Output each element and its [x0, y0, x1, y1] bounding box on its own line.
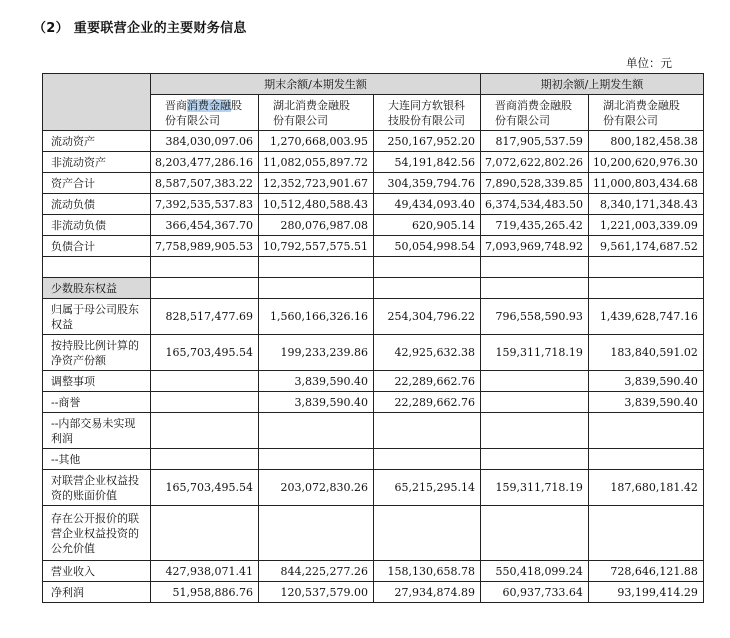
row-label: 按持股比例计算的净资产份额	[43, 335, 151, 371]
value-cell: 250,167,952.20	[373, 131, 480, 152]
group-header-current: 期末余额/本期发生额	[151, 74, 481, 95]
group-header-prior: 期初余额/上期发生额	[480, 74, 703, 95]
row-label: 流动负债	[43, 194, 151, 215]
value-cell	[151, 506, 259, 561]
value-cell	[588, 278, 703, 299]
row-label: 流动资产	[43, 131, 151, 152]
company-name-part: 晋商消费金融股	[494, 98, 572, 112]
value-cell	[588, 257, 703, 278]
row-label: 营业收入	[43, 561, 151, 582]
value-cell: 50,054,998.54	[373, 236, 480, 257]
value-cell	[373, 257, 480, 278]
section-title: （2） 重要联营企业的主要财务信息	[33, 21, 247, 36]
value-cell: 22,289,662.76	[373, 371, 480, 392]
value-cell: 11,000,803,434.68	[588, 173, 703, 194]
value-cell: 22,289,662.76	[373, 392, 480, 413]
value-cell: 7,093,969,748.92	[480, 236, 588, 257]
value-cell: 304,359,794.76	[373, 173, 480, 194]
value-cell	[480, 449, 588, 470]
value-cell: 719,435,265.42	[480, 215, 588, 236]
value-cell: 10,512,480,588.43	[259, 194, 374, 215]
company-header	[588, 95, 703, 131]
company-header	[151, 95, 259, 131]
value-cell: 7,890,528,339.85	[480, 173, 588, 194]
row-label: 归属于母公司股东权益	[43, 299, 151, 335]
value-cell	[151, 413, 259, 449]
value-cell: 9,561,174,687.52	[588, 236, 703, 257]
value-cell: 384,030,097.06	[151, 131, 259, 152]
value-cell: 427,938,071.41	[151, 561, 259, 582]
value-cell	[373, 278, 480, 299]
company-name-part: 技股份有限公司	[387, 113, 465, 127]
highlighted-text: 消费金融	[187, 98, 231, 112]
value-cell: 1,221,003,339.09	[588, 215, 703, 236]
value-cell: 8,203,477,286.16	[151, 152, 259, 173]
table-row	[43, 582, 704, 603]
value-cell: 844,225,277.26	[259, 561, 374, 582]
value-cell: 550,418,099.24	[480, 561, 588, 582]
value-cell	[588, 449, 703, 470]
value-cell: 620,905.14	[373, 215, 480, 236]
value-cell: 42,925,632.38	[373, 335, 480, 371]
company-name-part: 湖北消费金融股	[273, 98, 350, 112]
table-row	[43, 299, 704, 335]
row-label: 存在公开报价的联营企业权益投资的公允价值	[43, 506, 151, 561]
value-cell: 254,304,796.22	[373, 299, 480, 335]
value-cell: 728,646,121.88	[588, 561, 703, 582]
value-cell: 159,311,718.19	[480, 470, 588, 506]
value-cell	[480, 257, 588, 278]
value-cell: 3,839,590.40	[259, 392, 374, 413]
value-cell	[480, 506, 588, 561]
row-label: --商誉	[43, 392, 151, 413]
company-header	[259, 95, 374, 131]
value-cell	[259, 413, 374, 449]
company-name-part: 份有限公司	[494, 113, 550, 127]
table-row	[43, 131, 704, 152]
row-label: --内部交易未实现利润	[43, 413, 151, 449]
row-label: 对联营企业权益投资的账面价值	[43, 470, 151, 506]
value-cell	[373, 413, 480, 449]
value-cell	[151, 449, 259, 470]
value-cell: 12,352,723,901.67	[259, 173, 374, 194]
row-label: 调整事项	[43, 371, 151, 392]
unit-label: 单位：元	[626, 56, 672, 70]
table-row	[43, 449, 704, 470]
value-cell: 158,130,658.78	[373, 561, 480, 582]
value-cell	[480, 413, 588, 449]
value-cell: 183,840,591.02	[588, 335, 703, 371]
value-cell: 366,454,367.70	[151, 215, 259, 236]
value-cell: 280,076,987.08	[259, 215, 374, 236]
financial-info-table	[42, 73, 704, 603]
value-cell	[588, 506, 703, 561]
table-row	[43, 371, 704, 392]
value-cell	[259, 257, 374, 278]
value-cell: 60,937,733.64	[480, 582, 588, 603]
company-name-part: 大连同方软银科	[387, 98, 465, 112]
value-cell: 49,434,093.40	[373, 194, 480, 215]
value-cell	[259, 278, 374, 299]
value-cell: 800,182,458.38	[588, 131, 703, 152]
value-cell: 54,191,842.56	[373, 152, 480, 173]
value-cell: 27,934,874.89	[373, 582, 480, 603]
value-cell: 51,958,886.76	[151, 582, 259, 603]
row-label: 净利润	[43, 582, 151, 603]
value-cell	[151, 371, 259, 392]
value-cell: 3,839,590.40	[588, 371, 703, 392]
value-cell: 817,905,537.59	[480, 131, 588, 152]
row-label: 少数股东权益	[43, 278, 151, 299]
value-cell	[151, 257, 259, 278]
value-cell: 199,233,239.86	[259, 335, 374, 371]
value-cell	[259, 449, 374, 470]
value-cell	[151, 392, 259, 413]
value-cell	[151, 278, 259, 299]
value-cell: 1,439,628,747.16	[588, 299, 703, 335]
value-cell	[588, 413, 703, 449]
company-name-part: 晋商	[165, 98, 187, 112]
value-cell: 7,758,989,905.53	[151, 236, 259, 257]
company-header	[373, 95, 480, 131]
table-row	[43, 470, 704, 506]
table-row	[43, 257, 704, 278]
value-cell: 187,680,181.42	[588, 470, 703, 506]
value-cell: 796,558,590.93	[480, 299, 588, 335]
value-cell: 1,560,166,326.16	[259, 299, 374, 335]
company-name-part: 湖北消费金融股	[602, 98, 680, 112]
header-blank-cell	[43, 74, 151, 131]
value-cell: 7,072,622,802.26	[480, 152, 588, 173]
value-cell: 159,311,718.19	[480, 335, 588, 371]
row-label: 非流动资产	[43, 152, 151, 173]
row-label: 非流动负债	[43, 215, 151, 236]
value-cell	[480, 278, 588, 299]
table-row	[43, 392, 704, 413]
company-name-part: 份有限公司	[602, 113, 658, 127]
value-cell: 7,392,535,537.83	[151, 194, 259, 215]
value-cell: 10,792,557,575.51	[259, 236, 374, 257]
value-cell	[480, 392, 588, 413]
table-row	[43, 506, 704, 561]
value-cell: 8,340,171,348.43	[588, 194, 703, 215]
value-cell: 8,587,507,383.22	[151, 173, 259, 194]
company-name-part: 份有限公司	[165, 113, 220, 127]
table-row	[43, 278, 704, 299]
value-cell	[480, 371, 588, 392]
value-cell: 10,200,620,976.30	[588, 152, 703, 173]
value-cell: 11,082,055,897.72	[259, 152, 374, 173]
value-cell: 203,072,830.26	[259, 470, 374, 506]
row-label: 负债合计	[43, 236, 151, 257]
value-cell	[259, 506, 374, 561]
table-row	[43, 194, 704, 215]
table-row	[43, 335, 704, 371]
value-cell	[373, 506, 480, 561]
table-row	[43, 152, 704, 173]
value-cell: 6,374,534,483.50	[480, 194, 588, 215]
table-row	[43, 561, 704, 582]
row-label	[43, 257, 151, 278]
value-cell: 3,839,590.40	[259, 371, 374, 392]
table-body	[43, 131, 704, 603]
value-cell: 65,215,295.14	[373, 470, 480, 506]
value-cell: 828,517,477.69	[151, 299, 259, 335]
value-cell	[373, 449, 480, 470]
table-row	[43, 413, 704, 449]
value-cell: 165,703,495.54	[151, 470, 259, 506]
value-cell: 120,537,579.00	[259, 582, 374, 603]
company-header	[480, 95, 588, 131]
value-cell: 3,839,590.40	[588, 392, 703, 413]
table-row	[43, 173, 704, 194]
table-row	[43, 236, 704, 257]
table-row	[43, 215, 704, 236]
value-cell: 93,199,414.29	[588, 582, 703, 603]
row-label: --其他	[43, 449, 151, 470]
company-name-part: 份有限公司	[273, 113, 328, 127]
company-name-part: 股	[231, 98, 242, 112]
value-cell: 165,703,495.54	[151, 335, 259, 371]
value-cell: 1,270,668,003.95	[259, 131, 374, 152]
row-label: 资产合计	[43, 173, 151, 194]
